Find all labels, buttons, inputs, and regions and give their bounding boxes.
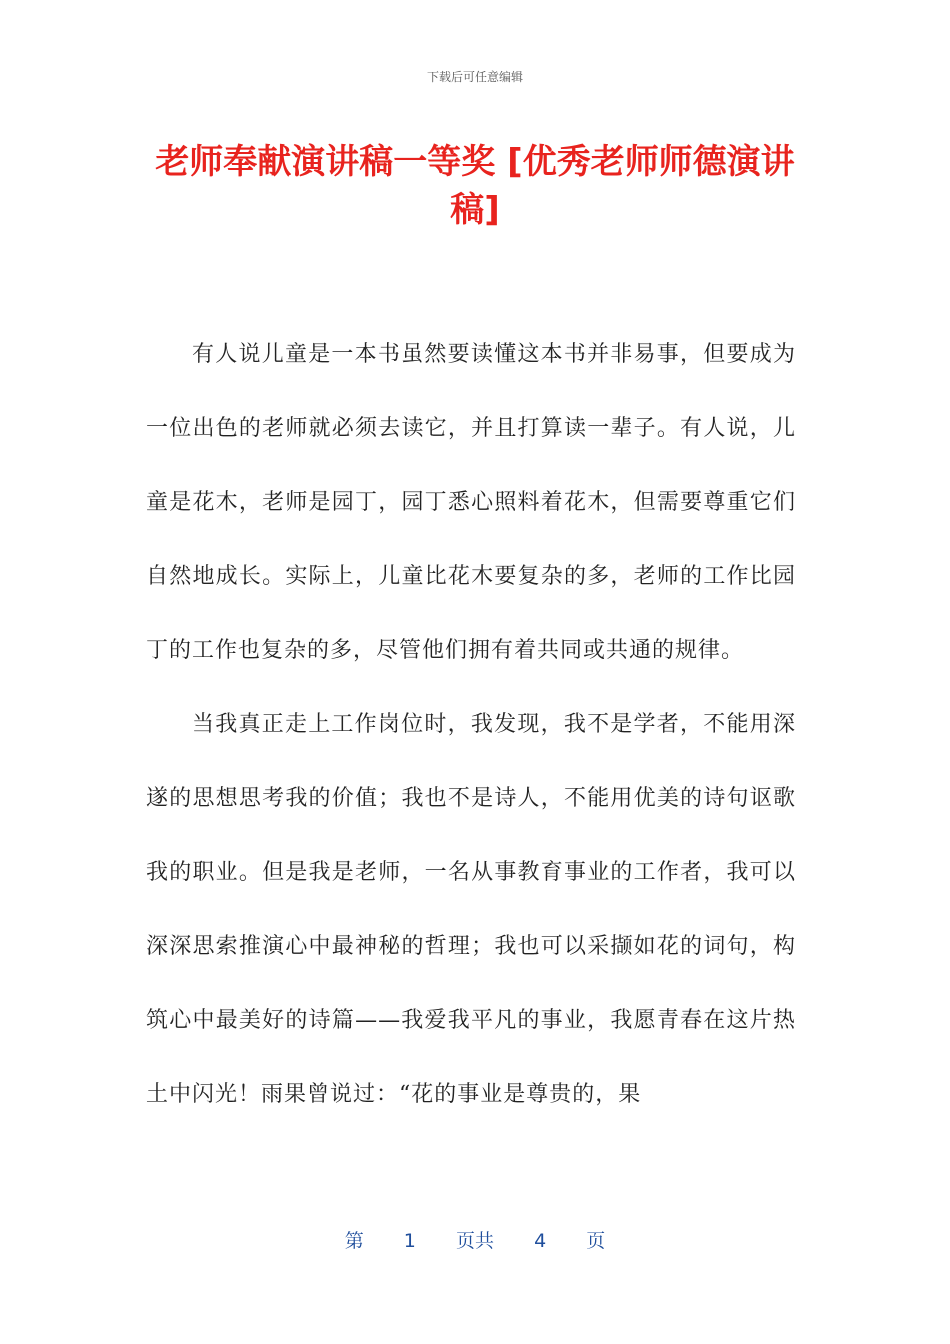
- footer-middle: 页共: [455, 1230, 494, 1252]
- total-pages-number: 4: [534, 1230, 547, 1252]
- page-footer: [0, 1226, 950, 1253]
- header-note: 下载后可任意编辑: [426, 70, 523, 84]
- footer-prefix: 第: [344, 1230, 364, 1252]
- document-title: 老师奉献演讲稿一等奖 [优秀老师师德演讲稿]: [155, 142, 795, 230]
- paragraph: 有人说儿童是一本书虽然要读懂这本书并非易事，但要成为一位出色的老师就必须去读它，并且打算读一辈子。有人说，儿童是花木，老师是园丁，园丁悉心照料着花木，但需要尊重它们自然地成长。实际上，儿童比花木要复杂的多，老师的工作比园丁的工作也复杂的多，尽管他们拥有着共同或共通的规律。: [146, 342, 796, 663]
- paragraph: 当我真正走上工作岗位时，我发现，我不是学者，不能用深遂的思想思考我的价值；我也不是诗人，不能用优美的诗句讴歌我的职业。但是我是老师，一名从事教育事业的工作者，我可以深深思索推演心中最神秘的哲理；我也可以采撷如花的词句，构筑心中最美好的诗篇——我爱我平凡的事业，我愿青春在这片热土中闪光！雨果曾说过：“花的事业是尊贵的，果: [146, 712, 796, 1107]
- current-page-number: 1: [403, 1230, 416, 1252]
- footer-suffix: 页: [586, 1230, 606, 1252]
- document-body: [146, 318, 796, 1132]
